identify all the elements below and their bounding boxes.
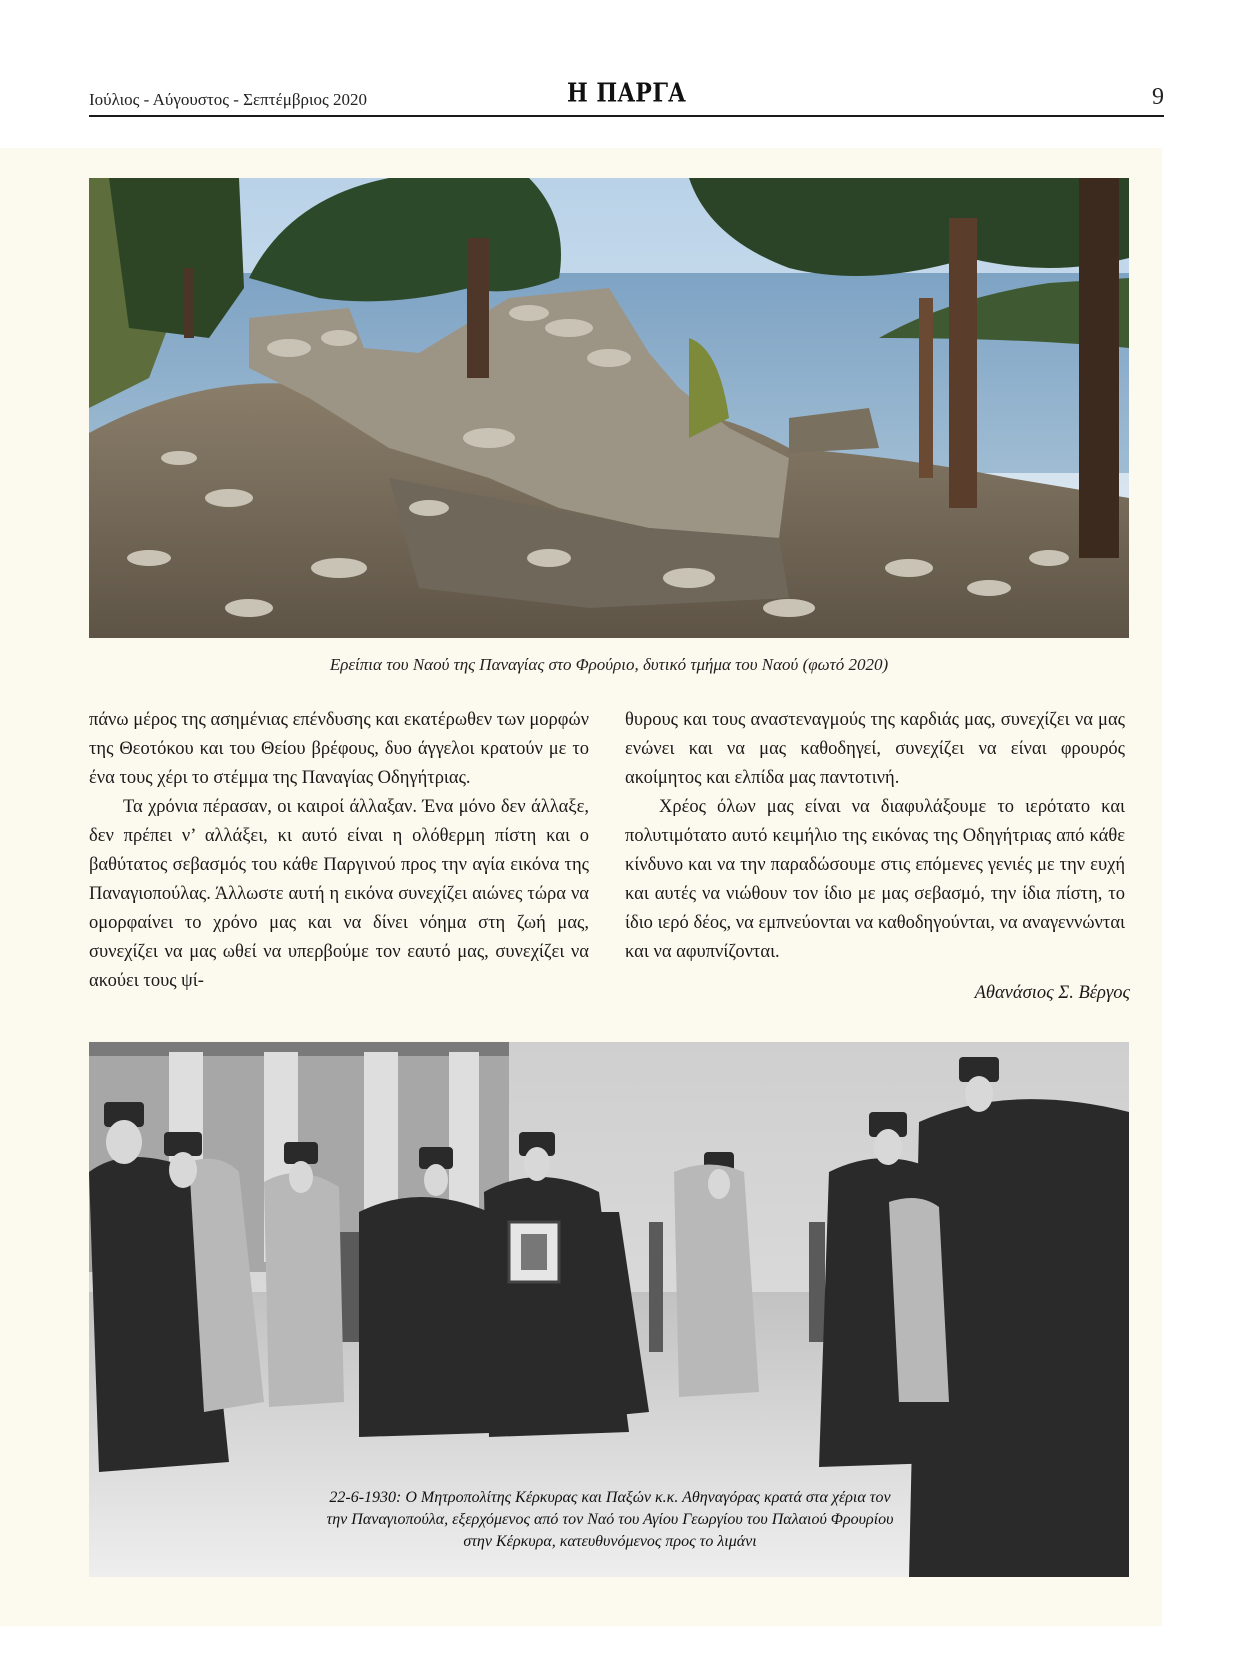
caption-line: στην Κέρκυρα, κατευθυνόμενος προς το λιμάνι [463,1533,757,1550]
top-photo-caption: Ερείπια του Ναού της Παναγίας στο Φρούριο, δυτικό τμήμα του Ναού (φωτό 2020) [329,655,889,674]
page-header [89,77,1164,116]
article-paragraph: Χρέος όλων μας είναι να διαφυλάξουμε το ιερότατο και πολυτιμότατο αυτό κειμήλιο της εικόνας της Οδηγήτριας από κάθε κίνδυνο και να την παραδώσουμε στις επόμενες γενιές με την ευχή και αυτές να νιώθουν τον ίδιο με μας σεβασμό, την ίδια πίστη, το ίδιο ιερό δέος, να εμπνεύονται να καθοδηγούνται, να αναγεννώνται και να αφυπνίζονται. [625,797,1125,962]
article-author: Αθανάσιος Σ. Βέργος [974,983,1130,1003]
article-paragraph: πάνω μέρος της ασημένιας επένδυσης και εκατέρωθεν των μορφών της Θεοτόκου και του Θείου βρέφους, δυο άγγελοι κρατούν με το ένα τους χέρι το στέμμα της Παναγίας Οδηγήτριας. [89,710,589,788]
issue-date: Ιούλιος - Αύγουστος - Σεπτέμβριος 2020 [89,90,368,109]
caption-line: την Παναγιοπούλα, εξερχόμενος από τον Ναό του Αγίου Γεωργίου του Παλαιού Φρουρίου [326,1511,894,1528]
page-number: 9 [1152,84,1164,110]
bottom-photo-caption [240,1487,980,1553]
article-paragraph: θυρους και τους αναστεναγμούς της καρδιάς μας, συνεχίζει να μας ενώνει και να μας καθοδηγεί, συνεχίζει να είναι φρουρός ακοίμητος και ελπίδα μας παντοτινή. [625,710,1125,788]
header-rule [89,115,1164,117]
newspaper-masthead: Η ΠΑΡΓΑ [566,77,687,109]
article-paragraph: Τα χρόνια πέρασαν, οι καιροί άλλαξαν. Ένα μόνο δεν άλλαξε, δεν πρέπει ν’ αλλάξει, κι αυτό είναι η ολόθερμη πίστη και ο βαθύτατος σεβασμός του κάθε Παργινού προς την αγία εικόνα της Παναγιοπούλας. Άλλωστε αυτή η εικόνα συνεχίζει αιώνες τώρα να ομορφαίνει το χρόνο μας και να δίνει νόημα στη ζωή μας, συνεχίζει να μας ωθεί να υπερβούμε τον εαυτό μας, συνεχίζει να ακούει τους ψί- [89,797,589,991]
caption-line: 22-6-1930: Ο Μητροπολίτης Κέρκυρας και Παξών κ.κ. Αθηναγόρας κρατά στα χέρια τον [329,1489,891,1506]
article-right-column [625,706,1125,967]
article-left-column [89,706,589,996]
ruins-photo [89,178,1129,638]
